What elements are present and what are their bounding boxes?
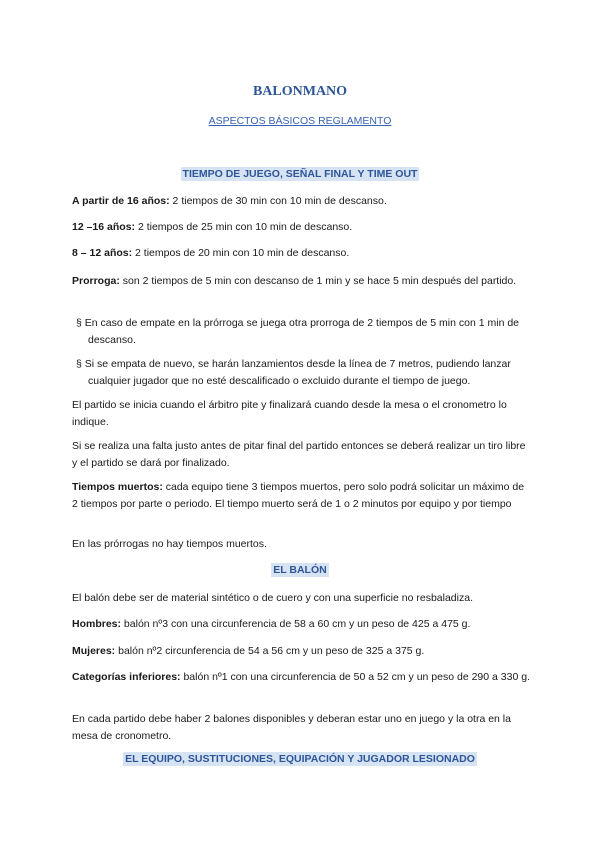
section-heading-text: EL EQUIPO, SUSTITUCIONES, EQUIPACIÓN Y JUGADOR LESIONADO [125, 753, 475, 765]
section-heading-tiempo [0, 168, 600, 180]
paragraph-text: 2 tiempos de 20 min con 10 min de descanso. [132, 247, 350, 259]
bullet-empate-prorroga: § En caso de empate en la prórroga se juega otra prorroga de 2 tiempos de 5 min con 1 min de descanso. [76, 317, 520, 346]
paragraph-label: A partir de 16 años: [72, 195, 170, 207]
paragraph-label: Prorroga: [72, 275, 120, 287]
paragraph-text: 2 tiempos de 30 min con 10 min de descanso. [169, 195, 387, 207]
paragraph-label: Hombres: [72, 618, 122, 630]
paragraph-label: Categorías inferiores: [72, 671, 181, 683]
paragraph-text: cada equipo tiene 3 tiempos muertos, pero solo podrá solicitar un máximo de 2 tiempos por parte o periodo. El tiempo muerto será de 1 o 2 minutos por equipo y por tiempo [72, 481, 525, 510]
paragraph-text: balón nº3 con una circunferencia de 58 a 60 cm y un peso de 425 a 475 g. [121, 618, 471, 630]
paragraph-label: Tiempos muertos: [72, 481, 163, 493]
bullet-lanzamientos: § Si se empata de nuevo, se harán lanzamientos desde la línea de 7 metros, pudiendo lanzar cualquier jugador que no esté descalificado o excluido durante el tiempo de juego. [76, 358, 511, 387]
paragraph-hombres [72, 616, 532, 633]
paragraph-prorrogas-sin-tiempos: En las prórrogas no hay tiempos muertos. [72, 538, 267, 550]
paragraph-8-12-anos [72, 245, 532, 262]
paragraph-text: balón nº2 circunferencia de 54 a 56 cm y un peso de 325 a 375 g. [115, 645, 425, 657]
paragraph-prorroga [72, 273, 532, 290]
paragraph-falta-final: Si se realiza una falta justo antes de pitar final del partido entonces se deberá realizar un tiro libre y el partido se dará por finalizado. [72, 440, 526, 469]
paragraph-label: Mujeres: [72, 645, 116, 657]
paragraph-label: 8 – 12 años: [72, 247, 133, 259]
document-subtitle-link[interactable]: ASPECTOS BÁSICOS REGLAMENTO [208, 115, 392, 127]
paragraph-text: 2 tiempos de 25 min con 10 min de descanso. [135, 221, 353, 233]
paragraph-12-16-anos [72, 219, 532, 236]
section-heading-equipo [0, 753, 600, 765]
section-heading-text: EL BALÓN [273, 564, 327, 576]
paragraph-text: balón nº1 con una circunferencia de 50 a 52 cm y un peso de 290 a 330 g. [180, 671, 530, 683]
paragraph-material-balon: El balón debe ser de material sintético o de cuero y con una superficie no resbaladiza. [72, 592, 473, 604]
paragraph-tiempos-muertos [72, 479, 532, 513]
paragraph-16-anos [72, 193, 532, 210]
paragraph-categorias-inferiores [72, 669, 532, 686]
paragraph-mujeres [72, 643, 532, 660]
paragraph-text: son 2 tiempos de 5 min con descanso de 1 min y se hace 5 min después del partido. [119, 275, 517, 287]
paragraph-inicio-partido: El partido se inicia cuando el árbitro pite y finalizará cuando desde la mesa o el cronometro lo indique. [72, 399, 507, 428]
paragraph-balones-disponibles: En cada partido debe haber 2 balones disponibles y deberan estar uno en juego y la otra en la mesa de cronometro. [72, 713, 511, 742]
section-heading-text: TIEMPO DE JUEGO, SEÑAL FINAL Y TIME OUT [182, 168, 418, 180]
paragraph-label: 12 –16 años: [72, 221, 136, 233]
document-title: BALONMANO [252, 84, 348, 99]
section-heading-balon [0, 564, 600, 576]
